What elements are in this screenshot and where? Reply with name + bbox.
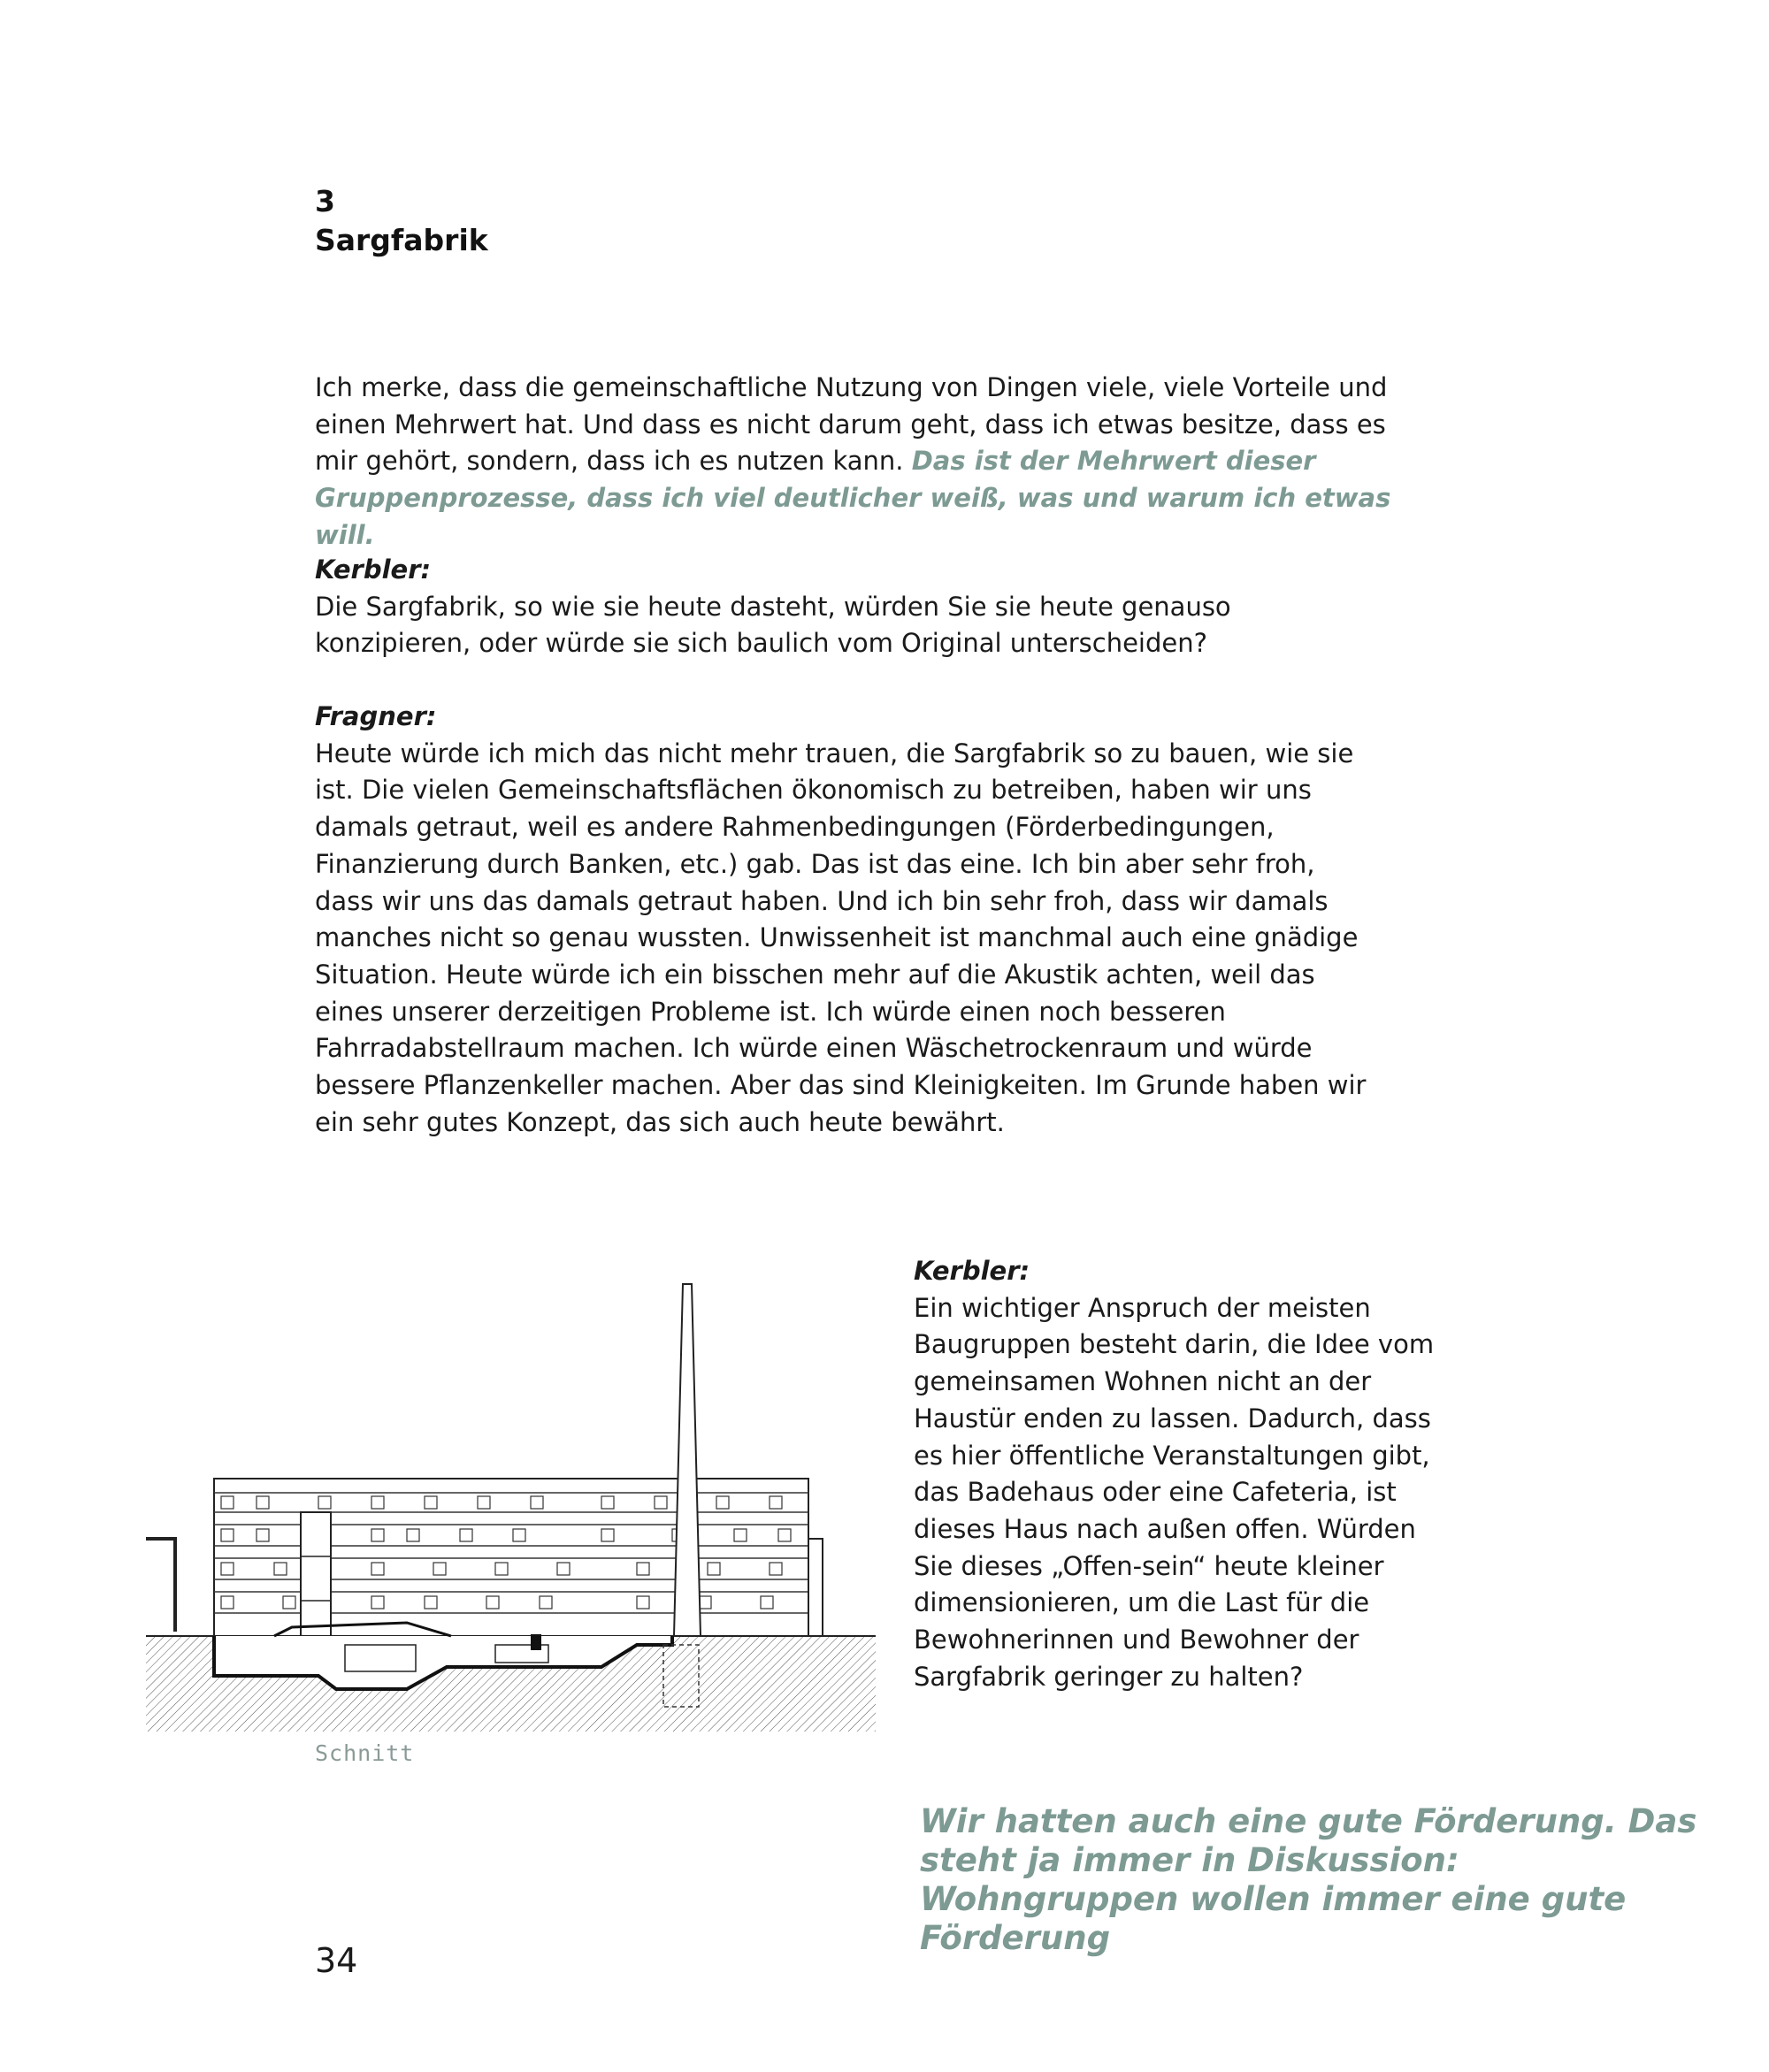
chapter-title: Sargfabrik xyxy=(315,223,488,257)
intro-paragraph xyxy=(315,370,1429,554)
interview-answer-1 xyxy=(315,699,1429,1141)
speaker-label: Fragner: xyxy=(315,701,437,731)
figure-caption: Schnitt xyxy=(315,1740,415,1766)
section-drawing xyxy=(142,1273,876,1733)
neighbor-building xyxy=(146,1539,175,1632)
chimney xyxy=(674,1284,701,1636)
question-text: Ein wichtiger Anspruch der meisten Baugruppen besteht darin, die Idee vom gemeinsamen Wohnen nicht an der Haustür enden zu lassen. Dadurch, dass es hier öffentliche Veranstaltungen gibt, das Badehaus oder eine Cafeteria, ist dieses Haus nach außen offen. Würden Sie dieses „Offen-sein“ heute kleiner dimensionieren, um die Last für die Bewohnerinnen und Bewohner der Sargfabrik geringer zu halten? xyxy=(914,1292,1435,1692)
pull-quote: Wir hatten auch eine gute Förderung. Das steht ja immer in Diskussion: Wohngruppen wollen immer eine gute Förderung xyxy=(920,1802,1697,1957)
stair-core xyxy=(301,1512,331,1636)
intro-paragraph-text: Ich merke, dass die gemeinschaftliche Nutzung von Dingen viele, viele Vorteile und einen Mehrwert hat. Und dass es nicht darum geht, dass ich etwas besitze, dass es mir gehört, sondern, dass ich es nutzen kann. xyxy=(315,372,1388,477)
interview-question-1 xyxy=(315,552,1429,662)
interview-question-2 xyxy=(914,1253,1462,1695)
question-text: Die Sargfabrik, so wie sie heute dasteht, würden Sie sie heute genauso konzipieren, oder würde sie sich baulich vom Original unterscheiden? xyxy=(315,591,1231,659)
right-annex xyxy=(808,1539,823,1636)
answer-text: Heute würde ich mich das nicht mehr trauen, die Sargfabrik so zu bauen, wie sie ist. Die vielen Gemeinschaftsflächen ökonomisch zu betreiben, haben wir uns damals getraut, weil es andere Rahmenbedingungen (Förderbedingungen, Finanzierung durch Banken, etc.) gab. Das ist das eine. Ich bin aber sehr froh, dass wir uns das damals getraut haben. Und ich bin sehr froh, dass wir damals manches nicht so genau wussten. Unwissenheit ist manchmal auch eine gnädige Situation. Heute würde ich ein bisschen mehr auf die Akustik achten, weil das eines unserer derzeitigen Probleme ist. Ich würde einen noch besseren Fahrradabstellraum machen. Ich würde einen Wäschetrockenraum und würde bessere Pflanzenkeller machen. Aber das sind Kleinigkeiten. Im Grunde haben wir ein sehr gutes Konzept, das sich auch heute bewährt. xyxy=(315,738,1367,1137)
chapter-heading xyxy=(315,182,488,260)
speaker-label: Kerbler: xyxy=(914,1256,1030,1286)
speaker-label: Kerbler: xyxy=(315,554,432,585)
chapter-number: 3 xyxy=(315,184,335,218)
intro-paragraph-highlight: Das ist der Mehrwert dieser Gruppenprozesse, dass ich viel deutlicher weiß, was und warum ich etwas will. xyxy=(315,446,1391,550)
page-number: 34 xyxy=(315,1941,358,1980)
